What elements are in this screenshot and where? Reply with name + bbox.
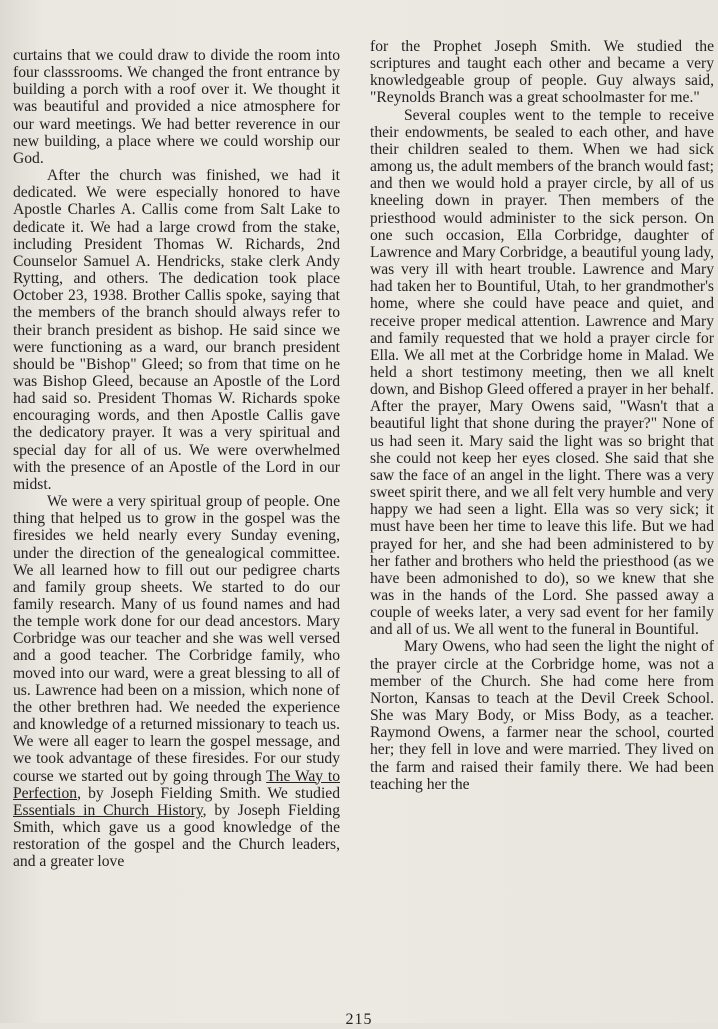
paragraph: Several couples went to the temple to receive their endowments, be sealed to each other, and have their children sealed to them. When we had sick among us, the adult members of the branch would fast; and then we would hold a prayer circle, by all of us kneeling down in prayer. Then members of the priesthood would administer to the sick person. On one such occasion, Ella Corbridge, daughter of Lawrence and Mary Corbridge, a beautiful young lady, was very ill with heart trouble. Lawrence and Mary had taken her to Bountiful, Utah, to her grandmother's home, where she could have peace and quiet, and receive proper medical attention. Lawrence and Mary and family requested that we hold a prayer circle for Ella. We all met at the Corbridge home in Malad. We held a short testimony meeting, then we all knelt down, and Bishop Gleed offered a prayer in her behalf. After the prayer, Mary Owens said, "Wasn't that a beautiful light that shone during the prayer?" None of us had seen it. Mary said the light was so bright that she could not keep her eyes closed. She said that she saw the face of an angel in the light. There was a very sweet spirit there, and we all felt very humble and very happy we had seen a light. Ella was so very sick; it must have been her time to leave this life. But we had prayed for her, and she had been administered to by her father and brothers who held the priesthood (as we have been admonished to do), so we knew that she was in the hands of the Lord. She passed away a couple of weeks later, a very sad event for her family and all of us. We all went to the funeral in Bountiful. <box>370 106 714 639</box>
right-column <box>370 38 714 793</box>
paragraph: for the Prophet Joseph Smith. We studied the scriptures and taught each other and became a very knowledgeable group of people. Guy always said, "Reynolds Branch was a great schoolmaster for me." <box>370 38 714 107</box>
paragraph-text: We were a very spiritual group of people. One thing that helped us to grow in the gospel was the firesides we held nearly every Sunday evening, under the direction of the genealogical committee. We all learned how to fill out our pedigree charts and family group sheets. We started to do our family research. Many of us found names and had the temple work done for our dead ancestors. Mary Corbridge was our teacher and she was well versed and a good teacher. The Corbridge family, who moved into our ward, were a great blessing to all of us. Lawrence had been on a mission, which none of the other brethren had. We needed the experience and knowledge of a returned missionary to teach us. We were all eager to learn the gospel message, and we took advantage of these firesides. For our study course we started out by going through <box>13 493 340 785</box>
paragraph: curtains that we could draw to divide the room into four classsrooms. We changed the front entrance by building a porch with a roof over it. We thought it was beautiful and provided a nice atmosphere for our ward meetings. We had better reverence in our new building, a place where we could worship our God. <box>13 47 340 167</box>
book-title: Essentials in Church History <box>13 801 203 819</box>
page-number: 215 <box>345 1011 373 1028</box>
paragraph: Mary Owens, who had seen the light the night of the prayer circle at the Corbridge home, was not a member of the Church. She had come here from Norton, Kansas to teach at the Devil Creek School. She was Mary Body, or Miss Body, as a teacher. Raymond Owens, a farmer near the school, courted her; they fell in love and were married. They lived on the farm and raised their family there. We had been teaching her the <box>370 638 714 793</box>
paragraph <box>13 493 340 870</box>
paragraph-text: , by Joseph Fielding Smith, which gave us a good knowledge of the restoration of the gospel and the Church leaders, and a greater love <box>13 801 340 871</box>
left-column <box>13 47 340 871</box>
paragraph-text: , by Joseph Fielding Smith. We studied <box>77 784 340 802</box>
book-title: The Way to Perfection <box>13 767 340 802</box>
paragraph: After the church was finished, we had it dedicated. We were especially honored to have Apostle Charles A. Callis come from Salt Lake to dedicate it. We had a large crowd from the stake, including President Thomas W. Richards, 2nd Counselor Samuel A. Hendricks, stake clerk Andy Rytting, and others. The dedication took place October 23, 1938. Brother Callis spoke, saying that the members of the branch should always refer to their branch president as bishop. He said since we were functioning as a ward, our branch president should be "Bishop" Gleed; so from that time on he was Bishop Gleed, because an Apostle of the Lord had said so. President Thomas W. Richards spoke encouraging words, and then Apostle Callis gave the dedicatory prayer. It was a very spiritual and special day for all of us. We were overwhelmed with the presence of an Apostle of the Lord in our midst. <box>13 167 340 493</box>
